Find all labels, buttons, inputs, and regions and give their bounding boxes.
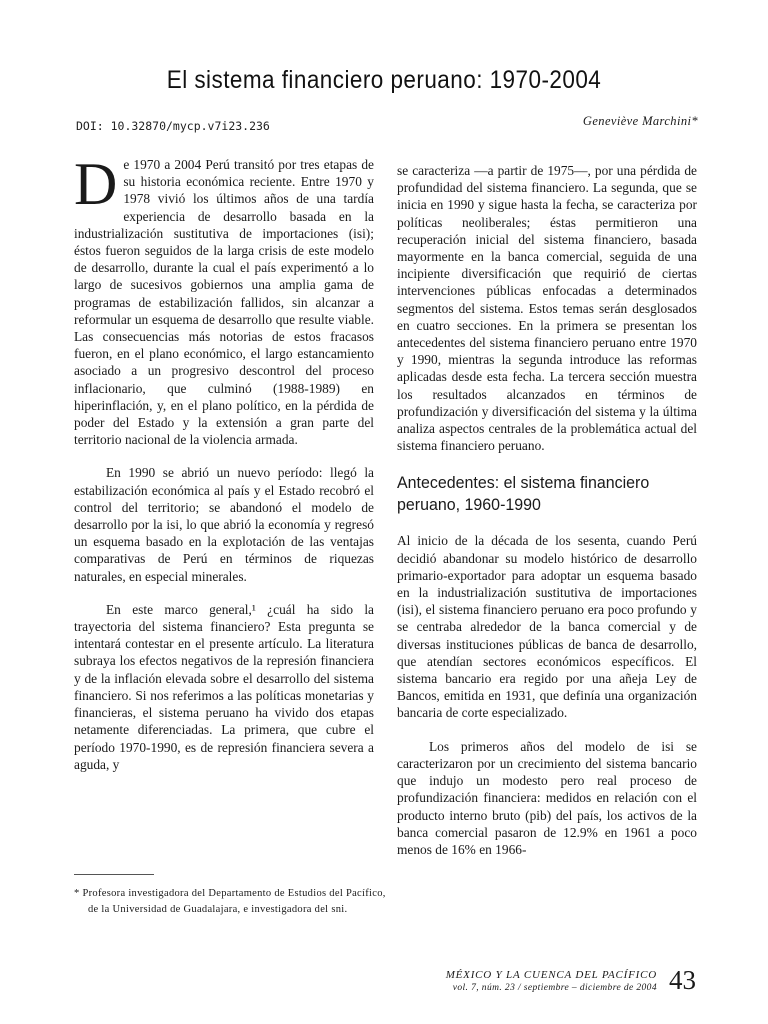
journal-name: MÉXICO Y LA CUENCA DEL PACÍFICO (445, 969, 657, 981)
left-paragraph-1-text: e 1970 a 2004 Perú transitó por tres etapas de su historia económica reciente. Entre 1970 y 1978 vivió los últimos años de una tardía experiencia de desarrollo basada en la industrialización sustitutiva de importaciones (isi); éstos fueron seguidos de la larga crisis de este modelo de desarrollo, durante la cual el país experimentó a lo largo de sucesivos gobiernos una amplia gama de programas de estabilización fallidos, sin alcanzar a reformular un esquema de desarrollo que resulte viable. Las consecuencias más notorias de estos fracasos fueron, en el plano económico, el largo estancamiento asociado a un progresivo descontrol del proceso inflacionario, que culminó (1988-1989) en hiperinflación, y, en el plano político, en la pérdida de poder del Estado y la extensión a gran parte del territorio nacional de la violencia armada. (74, 157, 374, 448)
drop-cap: D (74, 151, 118, 217)
doi-text[interactable]: DOI: 10.32870/mycp.v7i23.236 (76, 119, 270, 133)
footnote: * Profesora investigadora del Departamento de Estudios del Pacífico, de la Universidad de Guadalajara, e investigadora del sni. (74, 888, 386, 915)
footnote-divider (74, 874, 154, 875)
left-paragraph-1 (74, 151, 374, 448)
right-paragraph-3: Los primeros años del modelo de isi se caracterizaron por un crecimiento del sistema bancario que indujo un modesto pero real proceso de profundización financiera: medidos en relación con el producto interno bruto (pib) del país, los activos de la banca comercial pasaron de 12.9% en 1961 a poco menos de 16% en 1966- (397, 738, 697, 857)
right-paragraph-2: Al inicio de la década de los sesenta, cuando Perú decidió abandonar su modelo histórico de desarrollo primario-exportador para adoptar un esquema basado en la industrialización sustitutiva de importaciones (isi), el sistema financiero peruano era poco profundo y se centraba alrededor de la banca comercial y de diversas instituciones públicas de banca de desarrollo, que atendían sectores económicos específicos. El sistema bancario era regido por una añeja Ley de Bancos, emitida en 1931, que definía una organización bancaria de corte especializado. (397, 533, 697, 721)
page-number: 43 (669, 965, 696, 995)
section-heading: Antecedentes: el sistema financiero peruano, 1960-1990 (397, 473, 650, 515)
right-paragraph-1: se caracteriza —a partir de 1975—, por una pérdida de profundidad del sistema financiero. La segunda, que se inicia en 1990 y sigue hasta la fecha, se caracteriza por políticas neoliberales; éstas permitieron una recuperación inicial del sistema financiero, basada mayormente en la banca comercial, seguida de una incipiente diversificación que requirió de ciertas intervenciones públicas enfocadas a determinados segmentos del sistema. Estos temas serán desglosados en cuatro secciones. En la primera se presentan los antecedentes del sistema financiero peruano entre 1970 y 1990, mientras la segunda introduce las reformas aplicadas desde esta fecha. La tercera sección muestra los resultados alcanzados en términos de profundización y diversificación del sistema y la última analiza aspectos centrales de la problemática actual del sistema financiero peruano. (397, 163, 697, 454)
article-title: El sistema financiero peruano: 1970-2004 (166, 66, 602, 94)
left-paragraph-2: En 1990 se abrió un nuevo período: llegó la estabilización económica al país y el Estado recobró el control del territorio; se abandonó el modelo de desarrollo por la isi, lo que abrió la economía y regresó un esquema basado en la explotación de las ventajas comparativas de Perú en términos de riquezas naturales, en especial minerales. (74, 465, 374, 584)
journal-footer (446, 969, 657, 995)
left-column (74, 151, 374, 773)
journal-issue: vol. 7, núm. 23 / septiembre – diciembre de 2004 (452, 983, 657, 993)
left-paragraph-3: En este marco general,¹ ¿cuál ha sido la trayectoria del sistema financiero? Esta pregunta se intentará contestar en el presente artículo. La literatura subraya los efectos negativos de la represión financiera y de la inflación elevada sobre el desarrollo del sistema financiero. Si nos referimos a las políticas monetarias y financieras, el sistema peruano ha vivido dos etapas netamente diferenciadas. La primera, que cubre el período 1970-1990, es de represión financiera severa a aguda, y (74, 601, 374, 772)
author-name: Geneviève Marchini* (582, 114, 698, 128)
right-column (397, 162, 697, 858)
